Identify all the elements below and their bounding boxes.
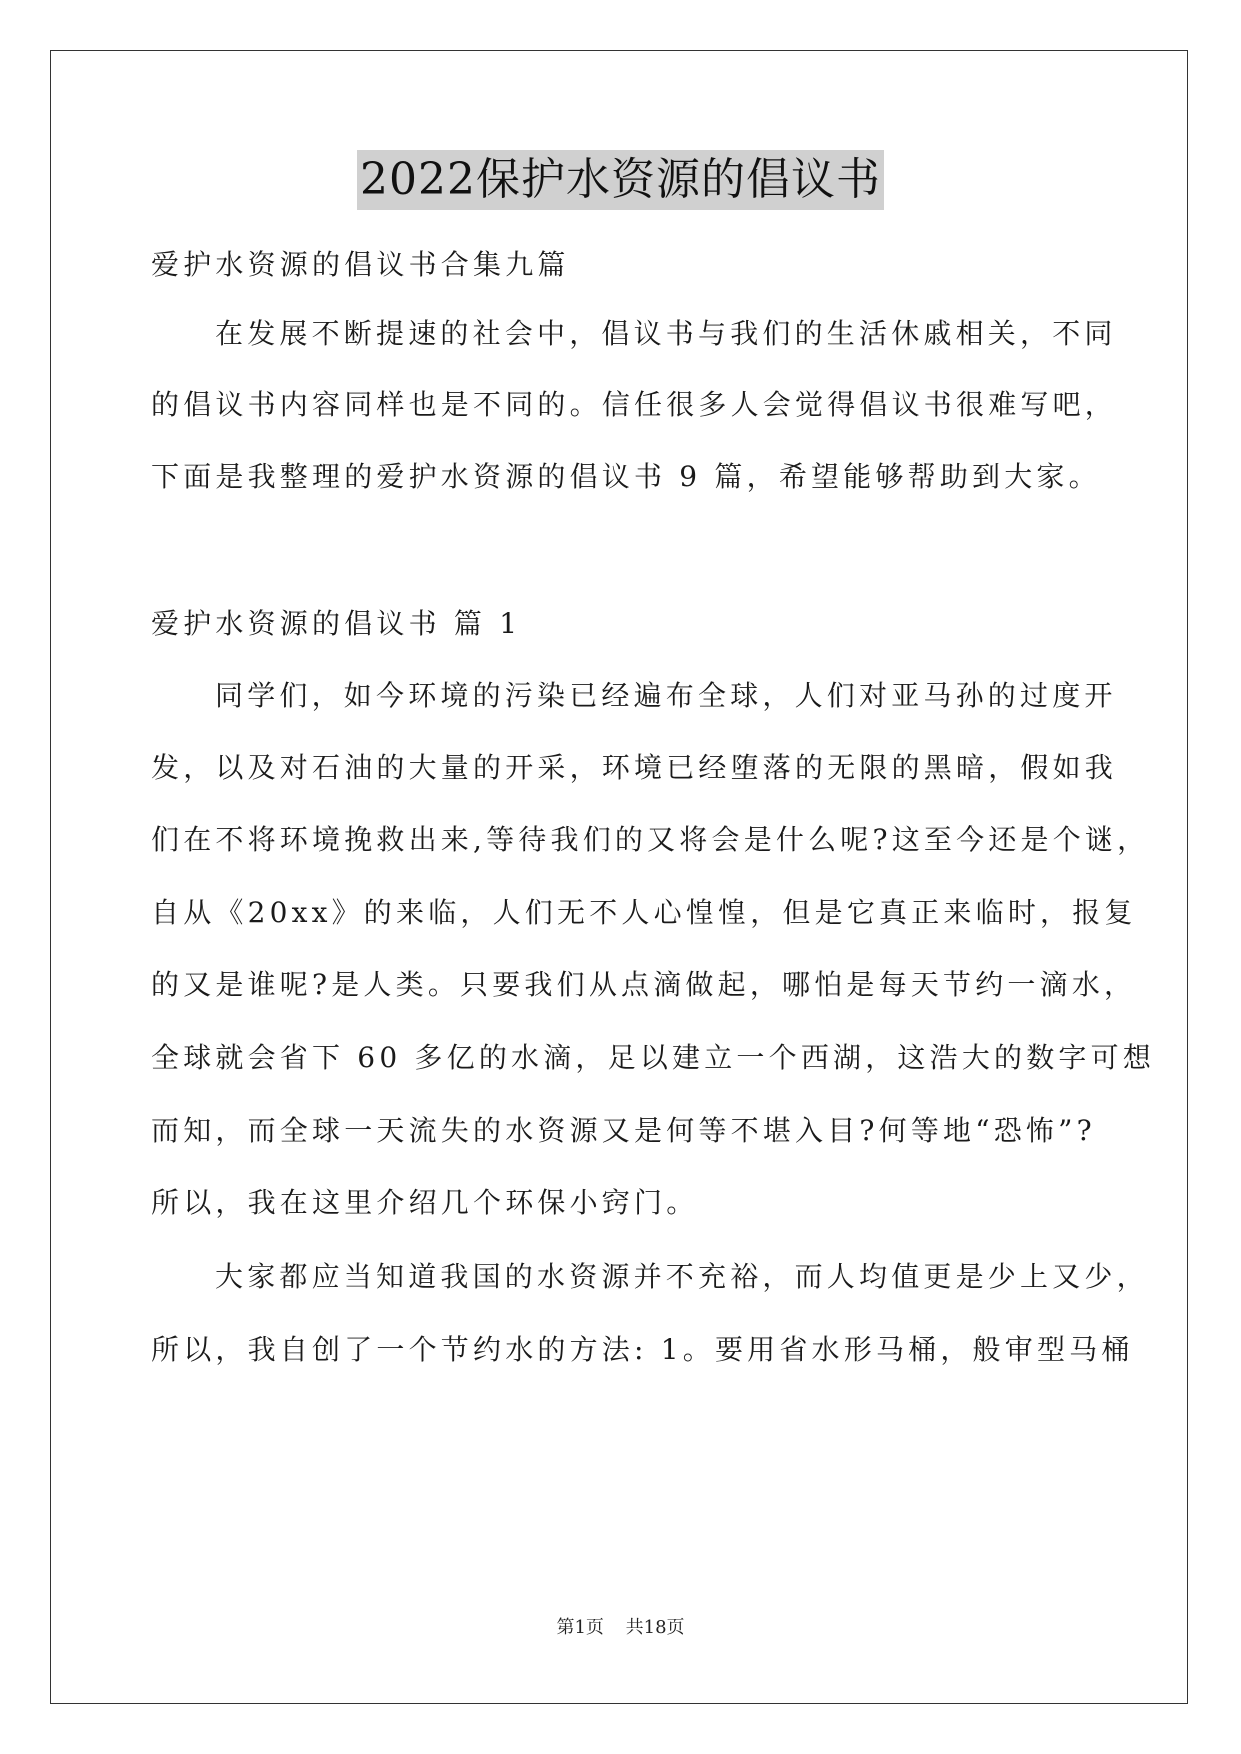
title-container (0, 150, 1241, 210)
page-footer (0, 1616, 1241, 1640)
page-border (50, 50, 1188, 1704)
section-heading: 爱护水资源的倡议书 篇 1 (151, 607, 522, 640)
intro-line-2: 的倡议书内容同样也是不同的。信任很多人会觉得倡议书很难写吧， (151, 388, 1118, 421)
document-title: 2022保护水资源的倡议书 (357, 150, 884, 210)
body-line-1: 同学们，如今环境的污染已经遍布全球，人们对亚马孙的过度开 (215, 679, 1117, 712)
body-line-10: 所以，我自创了一个节约水的方法: 1。要用省水形马桶，般审型马桶 (151, 1333, 1134, 1366)
page-number: 第1页 (556, 1617, 604, 1638)
subtitle-line: 爱护水资源的倡议书合集九篇 (151, 248, 570, 281)
body-line-7: 而知，而全球一天流失的水资源又是何等不堪入目?何等地“恐怖”? (151, 1114, 1096, 1147)
body-line-4: 自从《20xx》的来临，人们无不人心惶惶，但是它真正来临时，报复 (151, 896, 1137, 929)
body-line-5: 的又是谁呢?是人类。只要我们从点滴做起，哪怕是每天节约一滴水， (151, 968, 1137, 1001)
body-line-8: 所以，我在这里介绍几个环保小窍门。 (151, 1186, 699, 1219)
body-line-6: 全球就会省下 60 多亿的水滴，足以建立一个西湖，这浩大的数字可想 (151, 1041, 1156, 1074)
body-line-2: 发，以及对石油的大量的开采，环境已经堕落的无限的黑暗，假如我 (151, 751, 1118, 784)
intro-line-1: 在发展不断提速的社会中，倡议书与我们的生活休戚相关，不同 (215, 317, 1117, 350)
body-line-3: 们在不将环境挽救出来,等待我们的又将会是什么呢?这至今还是个谜， (151, 823, 1150, 856)
page-total: 共18页 (625, 1617, 685, 1638)
body-line-9: 大家都应当知道我国的水资源并不充裕，而人均值更是少上又少， (215, 1260, 1149, 1293)
intro-line-3: 下面是我整理的爱护水资源的倡议书 9 篇，希望能够帮助到大家。 (151, 460, 1101, 493)
